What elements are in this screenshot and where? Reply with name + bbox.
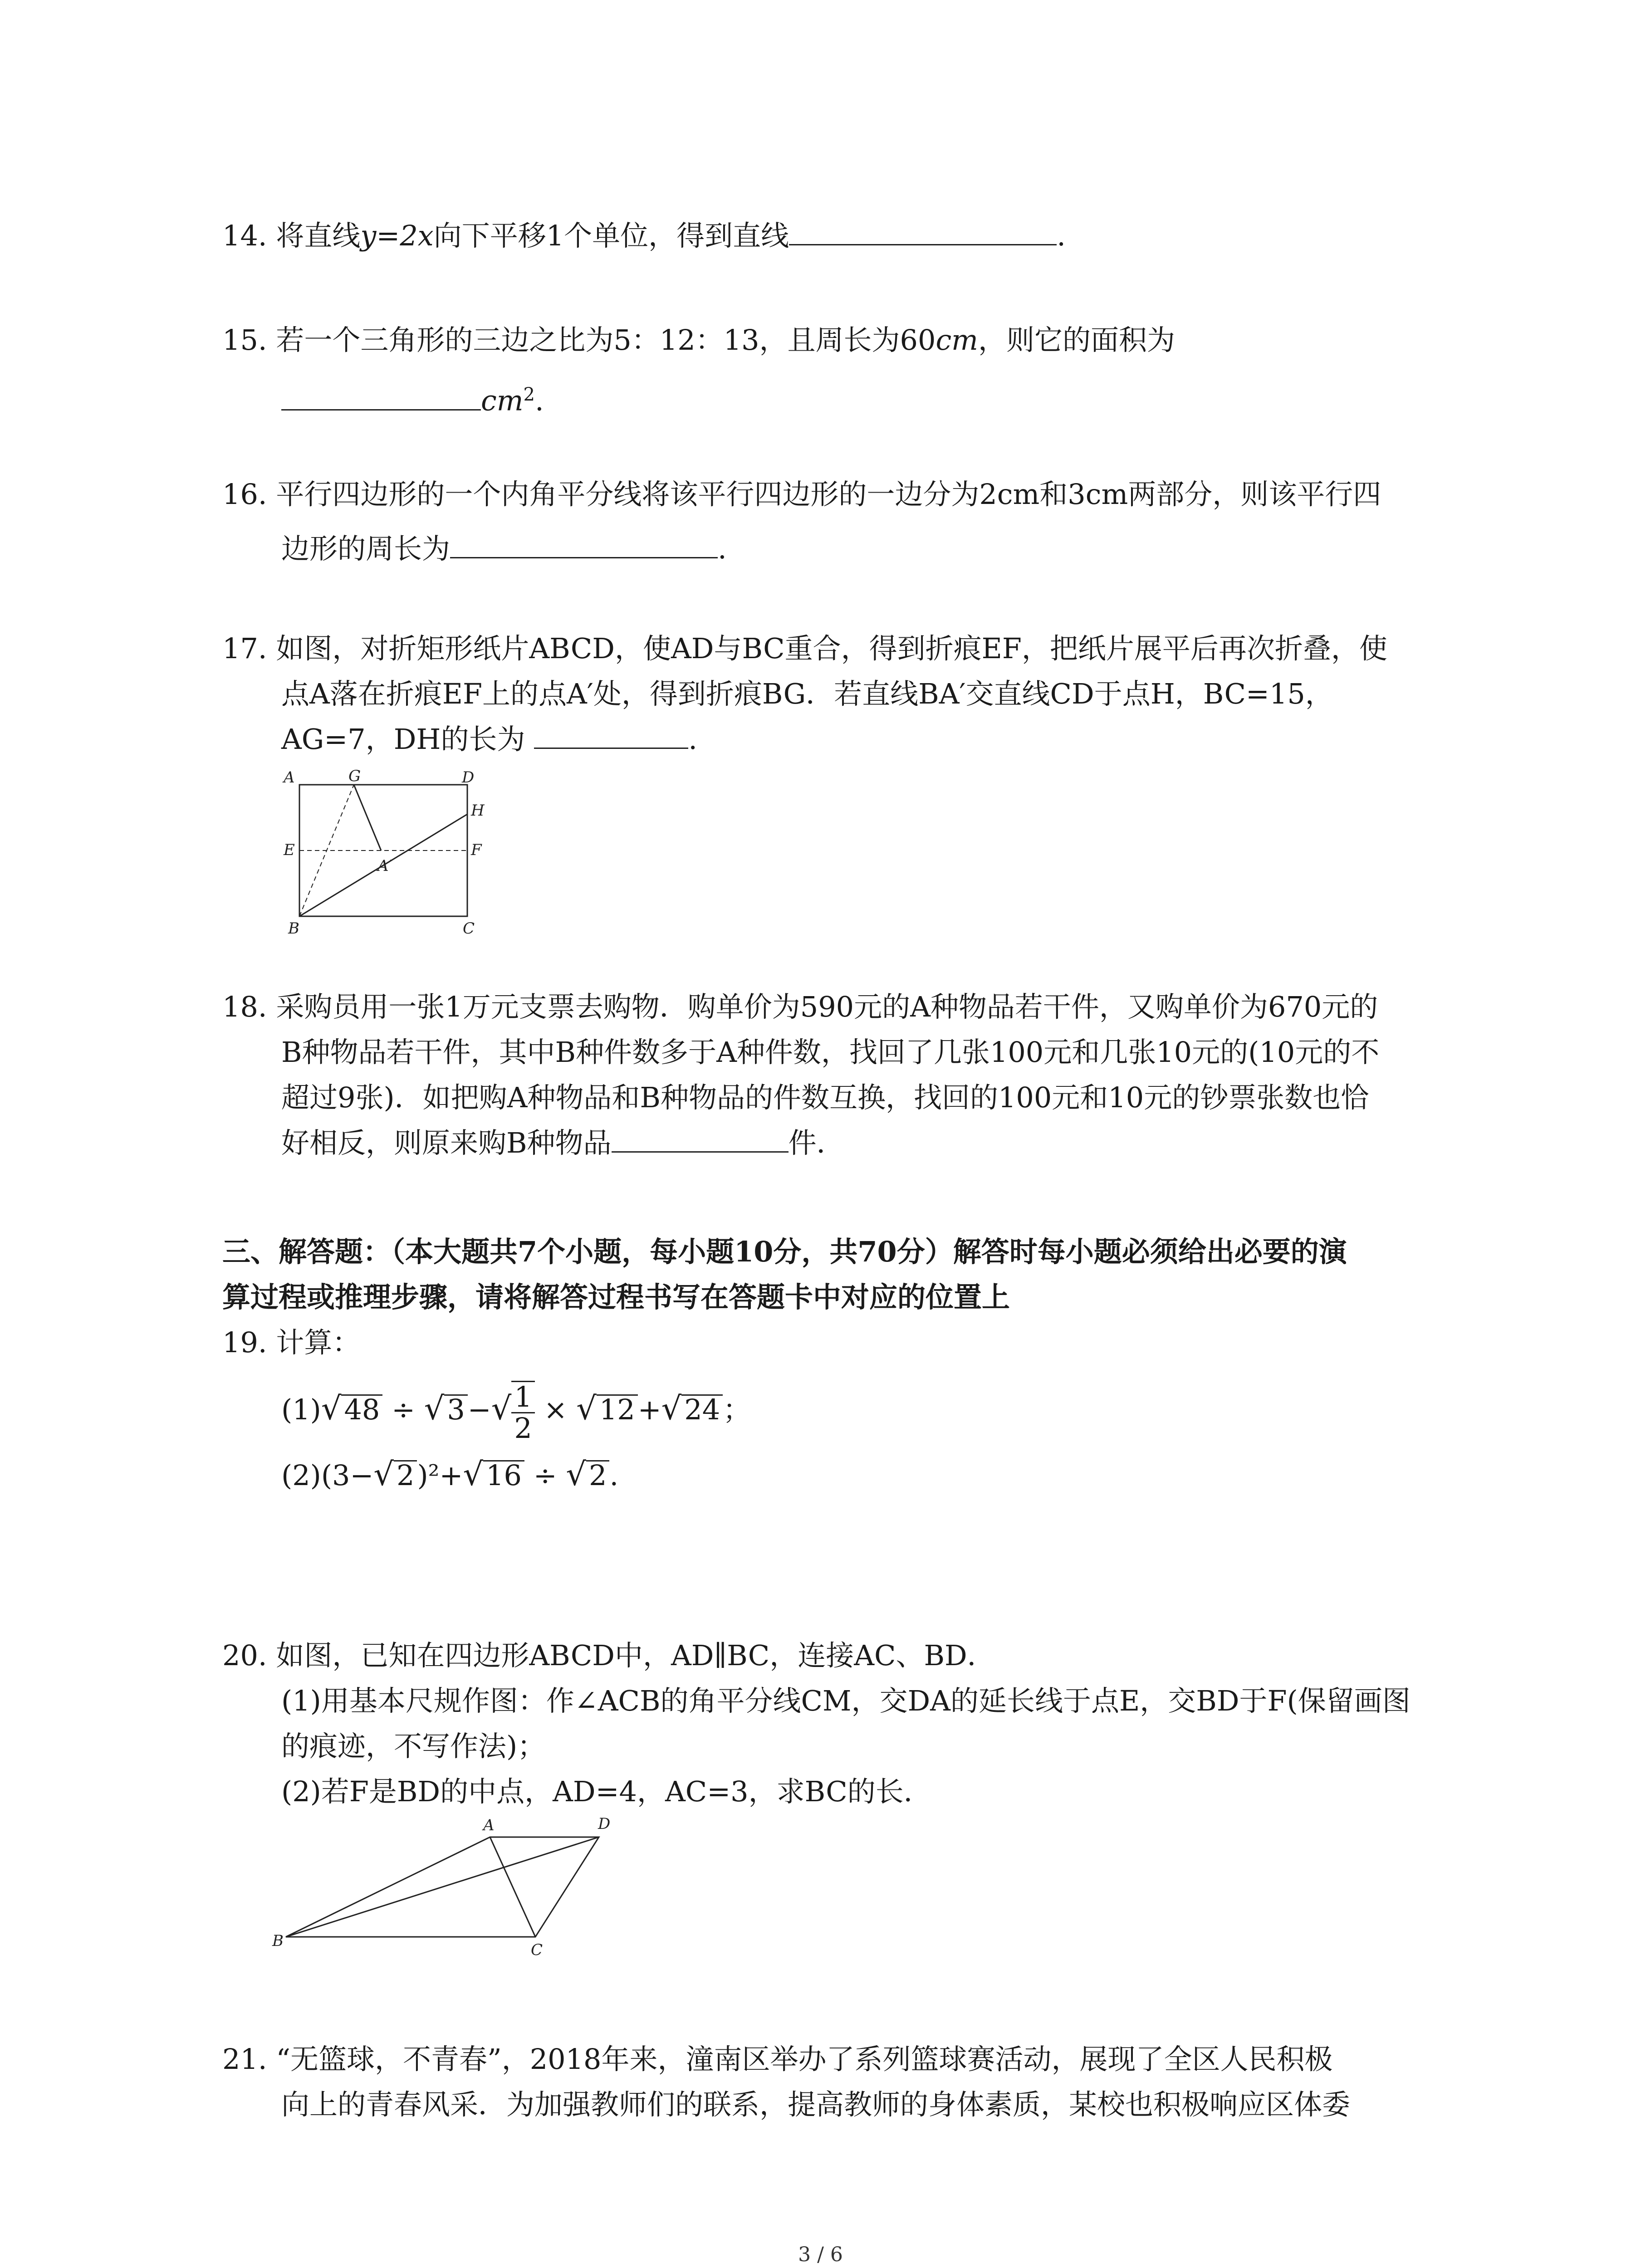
figure-quadrilateral xyxy=(268,1810,622,1964)
page-number: 3 / 6 xyxy=(798,2243,843,2266)
svg-text:D: D xyxy=(462,768,475,787)
exam-page: 14. 将直线y=2x向下平移1个单位，得到直线 . 15. 若一个三角形的三边之比为5：12：13，且周长为60cm，则它的面积为 $cm^2$. 16. 平行四边形的一个内角平分线将该平行四边形的一边分为2cm和3cm两部分，则该平行四 边形的周长为 . 17. 如图，对折矩形纸片ABCD，使AD与BC重合，得到折痕EF，把纸片展平后再次折叠，使 点A落在折痕EF上的点A′处，得到折痕BG．若直线BA′交直线CD于点H，BC=15， AG=7，DH的长为 . A G D H E F A′ B C 18. 采购员用一张1万元支票去购物．购单价为590元的A种物品若干件，又购单价为670元的 B种物品若干件，其中B种件数多于A种件数，找回了几张100元和几张10元的(10元的不 超过9张)．如把购A种物品和B种物品的件数互换，找回的100元和10元的钞票张数也恰 好相反，则原来购B种物品 件． 三、解答题：（本大题共7个小题，每小题10分，共70分）解答时每小题必须给出必要的演 算过程或推理步骤，请将解答过程书写在答题卡中对应的位置上 19. 计算： (1)√48 ÷ √3−√ $\frac{1}{2}$ × √12+√24； (2)(3−√2)²+√16 ÷ √2. 20. 如图，已知在四边形ABCD中，AD∥BC，连接AC、BD． (1)用基本尺规作图：作∠ACB的角平分线CM，交DA的延长线于点E，交BD于F(保留画图 的痕迹，不写作法)； (2)若F是BD的中点，AD=4，AC=3，求BC的长． A D B C 21. “无篮球，不青春”，2018年来，潼南区举办了系列篮球赛活动，展现了全区人民积极 向上的青春风采．为加强教师们的联系，提高教师的身体素质，某校也积极响应区体委 3 / 6 xyxy=(0,0,1641,2268)
expression-2: (2)(3−√2)²+√16 ÷ √2. xyxy=(281,1456,619,1493)
svg-text:G: G xyxy=(348,767,361,785)
svg-text:C: C xyxy=(463,919,475,938)
svg-text:A: A xyxy=(284,768,295,787)
answer-blank[interactable] xyxy=(789,217,1057,245)
svg-text:A: A xyxy=(483,1816,495,1834)
figure-rectangle-fold xyxy=(272,762,508,939)
segment-ga xyxy=(354,785,381,850)
answer-blank[interactable] xyxy=(450,530,718,558)
svg-text:D: D xyxy=(598,1815,611,1833)
svg-text:C: C xyxy=(531,1941,543,1959)
svg-text:H: H xyxy=(471,802,485,820)
svg-text:E: E xyxy=(284,841,295,859)
question-number: 14. xyxy=(222,219,267,252)
diagonal-ac xyxy=(490,1837,535,1937)
diagonal-bd xyxy=(286,1837,599,1937)
svg-text:A′: A′ xyxy=(377,857,392,875)
svg-text:B: B xyxy=(288,919,299,938)
svg-text:F: F xyxy=(471,841,482,859)
section-heading: 三、解答题：（本大题共7个小题，每小题10分，共70分）解答时每小题必须给出必要的演 算过程或推理步骤，请将解答过程书写在答题卡中对应的位置上 xyxy=(222,1235,1347,1314)
answer-blank[interactable] xyxy=(534,720,688,749)
expression-1: (1)√48 ÷ √3−√ $\frac{1}{2}$ × √12+√24； xyxy=(281,1380,751,1445)
svg-text:B: B xyxy=(272,1932,284,1950)
answer-blank[interactable] xyxy=(281,382,481,411)
answer-blank[interactable] xyxy=(612,1124,789,1153)
